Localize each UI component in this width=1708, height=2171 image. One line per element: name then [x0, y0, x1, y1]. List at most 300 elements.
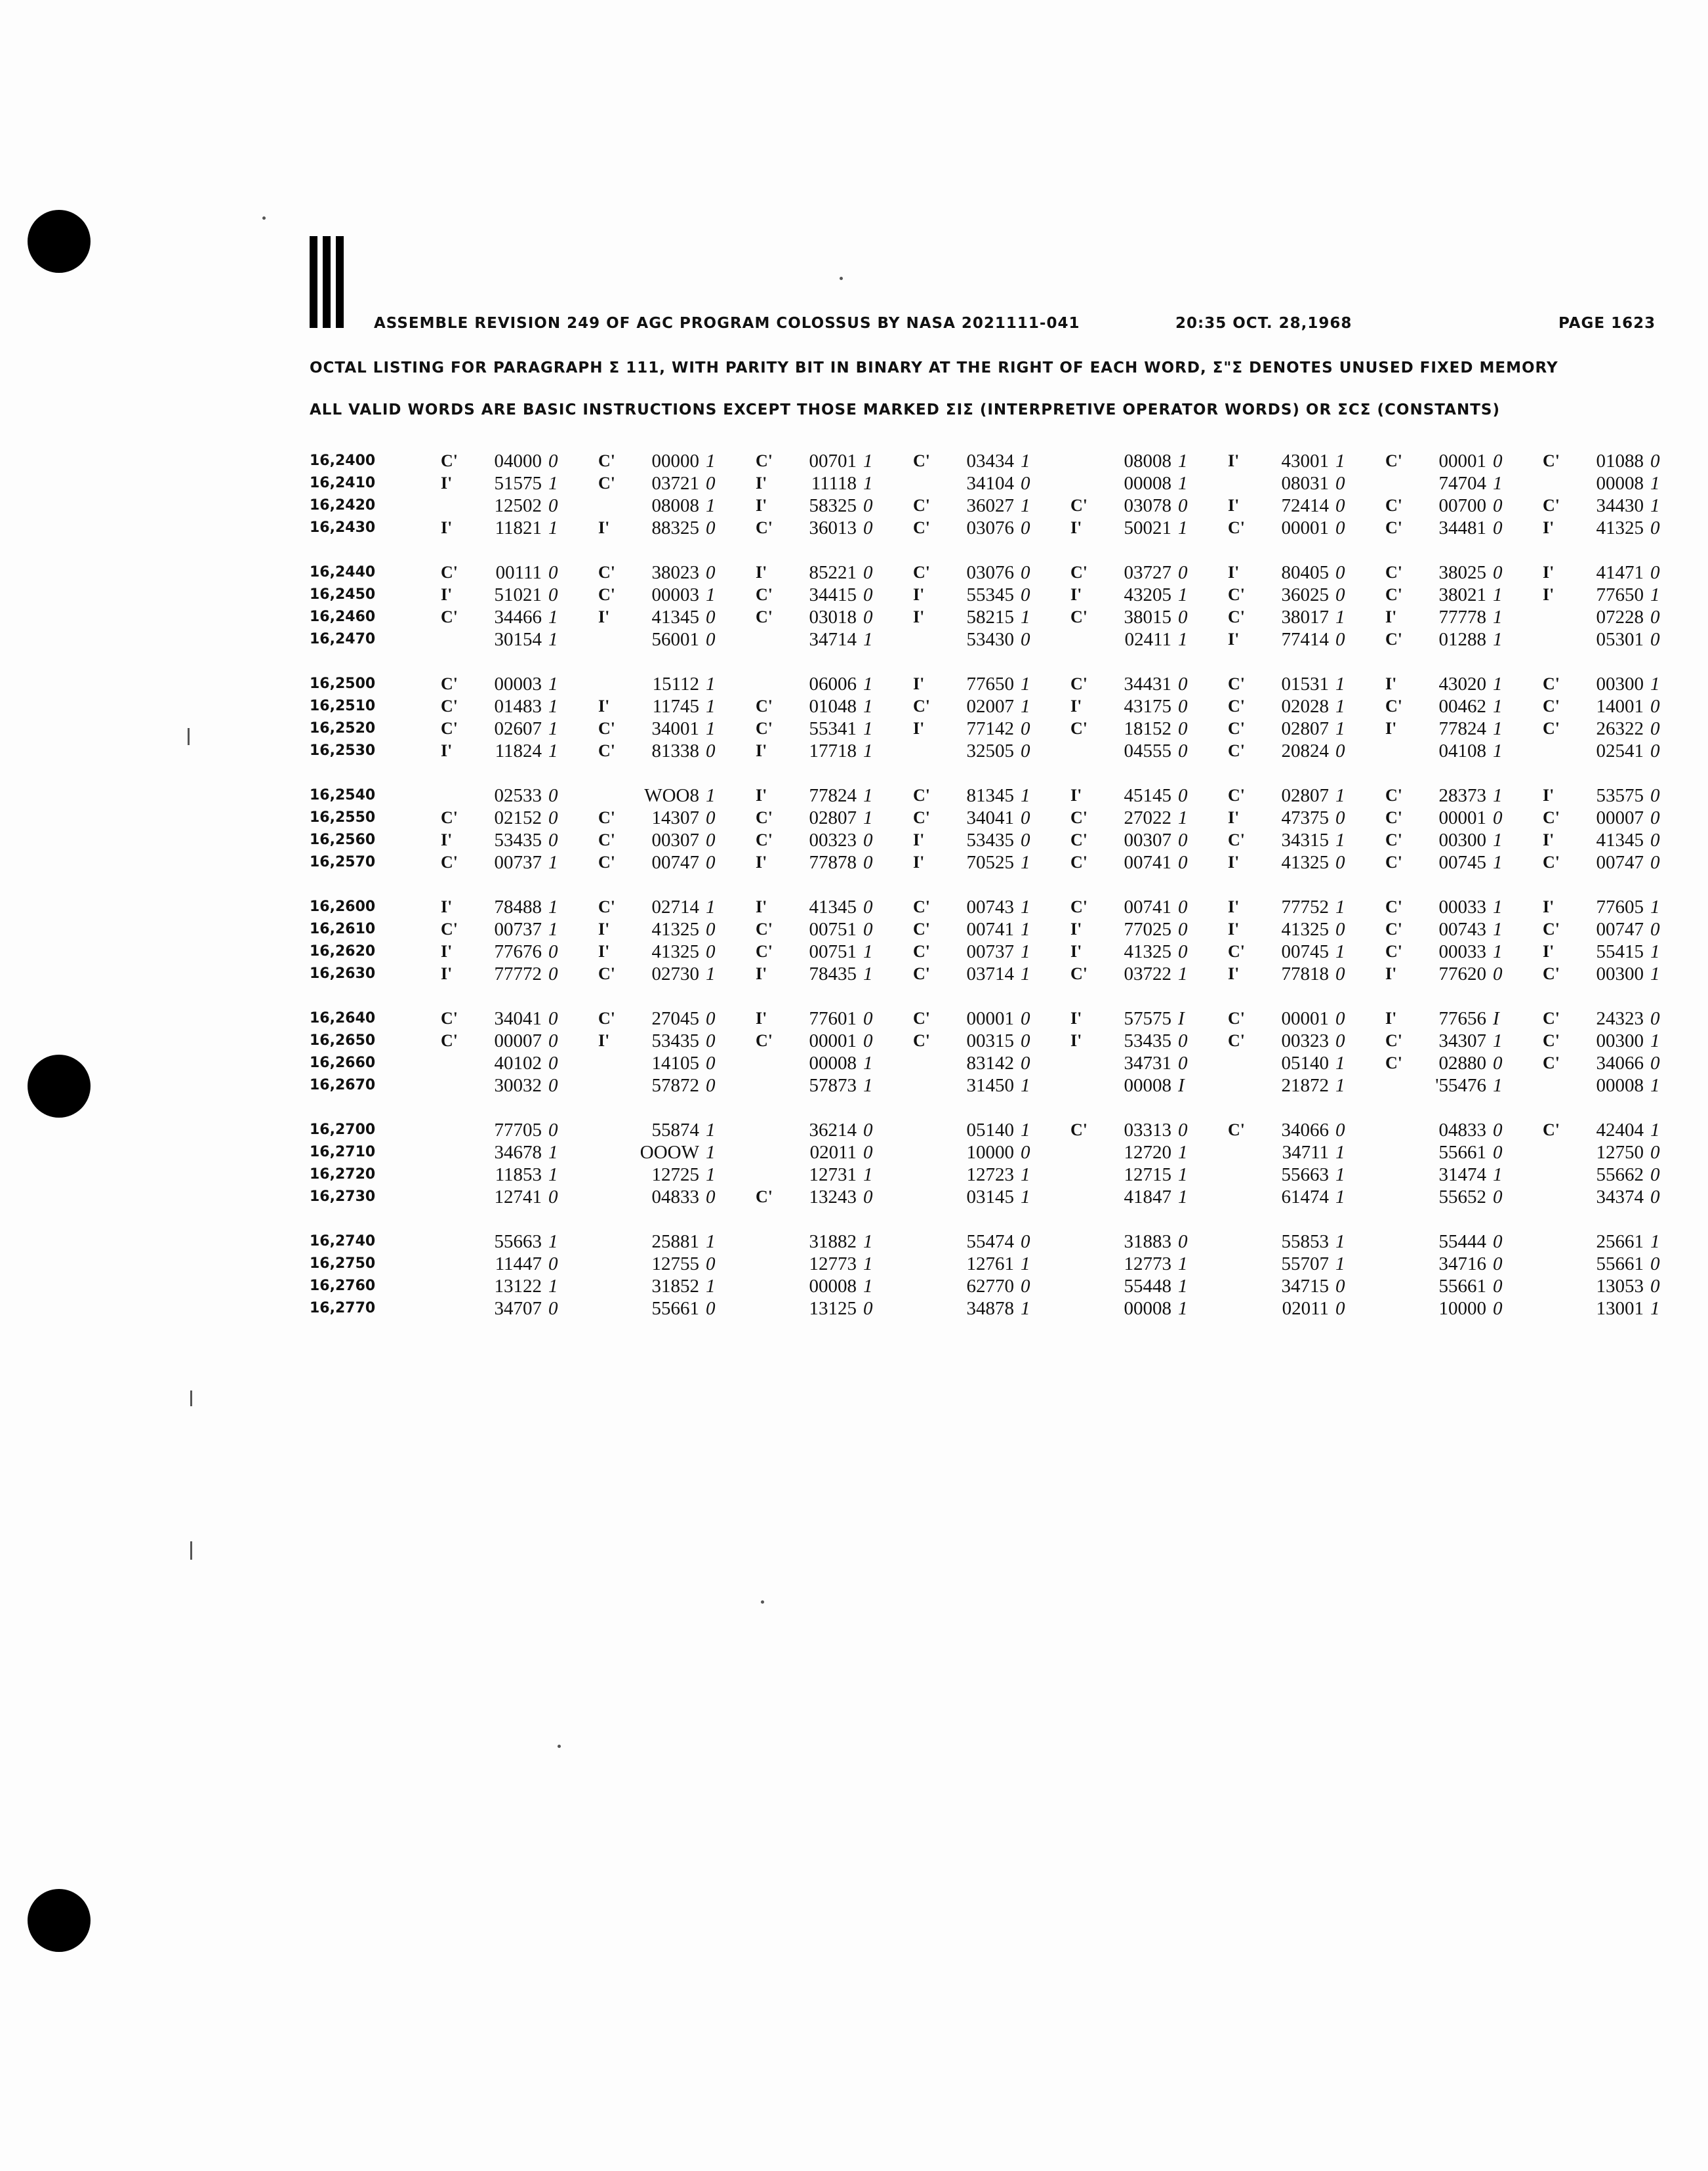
- parity-bit: 0: [1178, 785, 1188, 806]
- parity-bit: 1: [1493, 1164, 1503, 1185]
- word-value: 34431: [1124, 674, 1171, 695]
- word-value: 12761: [966, 1253, 1014, 1274]
- word-type-marker: I': [1228, 563, 1240, 582]
- word-value: 00300: [1596, 674, 1644, 695]
- word-value: 55448: [1124, 1276, 1171, 1297]
- word-type-marker: I': [1070, 697, 1082, 716]
- word-type-marker: C': [913, 920, 930, 939]
- word-type-marker: I': [441, 964, 453, 983]
- word-type-marker: C': [441, 853, 458, 872]
- word-value: 00008: [809, 1276, 857, 1297]
- word-value: 34714: [809, 629, 857, 650]
- word-value: 00008: [1124, 473, 1171, 494]
- parity-bit: 1: [1493, 1030, 1503, 1051]
- word-value: 34481: [1438, 517, 1486, 538]
- parity-bit: 1: [1650, 1298, 1660, 1319]
- word-value: 43175: [1124, 696, 1171, 717]
- word-type-marker: C': [441, 719, 458, 738]
- listing-row: [310, 829, 1661, 851]
- parity-bit: 1: [1650, 897, 1660, 918]
- word-type-marker: I': [1070, 1031, 1082, 1050]
- memory-address: 16,2430: [310, 519, 376, 536]
- word-value: 55444: [1438, 1231, 1486, 1252]
- word-type-marker: I': [441, 830, 453, 849]
- word-type-marker: C': [913, 451, 930, 470]
- word-value: 55474: [966, 1231, 1014, 1252]
- word-type-marker: C': [1543, 451, 1560, 470]
- word-type-marker: C': [913, 808, 930, 827]
- word-value: 00747: [651, 852, 699, 873]
- word-value: 32505: [966, 741, 1014, 761]
- word-value: 53435: [1124, 1030, 1171, 1051]
- parity-bit: 1: [706, 964, 716, 984]
- word-group: [310, 1007, 1661, 1097]
- word-value: 51021: [494, 584, 542, 605]
- listing-row: [310, 718, 1661, 740]
- word-type-marker: C': [913, 1031, 930, 1050]
- parity-bit: 0: [1335, 1008, 1345, 1029]
- word-type-marker: C': [1070, 853, 1088, 872]
- parity-bit: 0: [706, 607, 716, 628]
- word-value: 77705: [494, 1120, 542, 1141]
- word-value: 56001: [651, 629, 699, 650]
- word-type-marker: C': [598, 719, 615, 738]
- word-type-marker: C': [1228, 697, 1245, 716]
- parity-bit: 0: [706, 562, 716, 583]
- word-group: [310, 450, 1661, 539]
- word-type-marker: C': [1543, 920, 1560, 939]
- parity-bit: 1: [863, 674, 873, 695]
- parity-bit: 0: [1178, 897, 1188, 918]
- parity-bit: 1: [706, 451, 716, 472]
- parity-bit: 0: [863, 517, 873, 538]
- memory-address: 16,2530: [310, 742, 376, 759]
- parity-bit: 1: [863, 741, 873, 761]
- parity-bit: 1: [548, 607, 558, 628]
- word-value: 88325: [651, 517, 699, 538]
- parity-bit: 0: [548, 941, 558, 962]
- word-type-marker: I': [441, 942, 453, 961]
- word-value: 34711: [1282, 1142, 1329, 1163]
- word-value: 53430: [966, 629, 1014, 650]
- parity-bit: 0: [1335, 517, 1345, 538]
- memory-address: 16,2700: [310, 1122, 376, 1138]
- word-value: 27022: [1124, 807, 1171, 828]
- word-type-marker: C': [756, 518, 773, 537]
- listing-row: [310, 450, 1661, 472]
- listing-row: [310, 1253, 1661, 1275]
- word-value: 00751: [809, 919, 857, 940]
- parity-bit: 1: [1335, 674, 1345, 695]
- word-type-marker: C': [1543, 697, 1560, 716]
- word-value: 34415: [809, 584, 857, 605]
- word-value: 43020: [1438, 674, 1486, 695]
- parity-bit: 0: [548, 562, 558, 583]
- parity-bit: 0: [548, 495, 558, 516]
- word-type-marker: I': [441, 585, 453, 604]
- word-value: 38015: [1124, 607, 1171, 628]
- word-value: 00008: [1124, 1075, 1171, 1096]
- parity-bit: 0: [1650, 1053, 1660, 1074]
- word-value: 00751: [809, 941, 857, 962]
- word-value: 34374: [1596, 1187, 1644, 1207]
- word-group: [310, 1119, 1661, 1208]
- parity-bit: 0: [1178, 830, 1188, 851]
- parity-bit: 0: [1335, 741, 1345, 761]
- word-value: 41847: [1124, 1187, 1171, 1207]
- word-type-marker: I': [441, 518, 453, 537]
- word-value: 31474: [1438, 1164, 1486, 1185]
- parity-bit: 0: [548, 1075, 558, 1096]
- word-value: 77824: [1438, 718, 1486, 739]
- word-type-marker: I': [1385, 607, 1397, 626]
- parity-bit: 0: [1021, 473, 1030, 494]
- parity-bit: 0: [1650, 1187, 1660, 1207]
- word-value: 61474: [1281, 1187, 1329, 1207]
- parity-bit: 0: [706, 629, 716, 650]
- word-value: 00008: [1124, 1298, 1171, 1319]
- word-value: 53435: [966, 830, 1014, 851]
- word-type-marker: C': [441, 451, 458, 470]
- word-value: 02714: [651, 897, 699, 918]
- word-value: 10000: [1438, 1298, 1486, 1319]
- word-value: 36013: [809, 517, 857, 538]
- word-value: 58325: [809, 495, 857, 516]
- word-value: 00307: [651, 830, 699, 851]
- word-value: 34307: [1438, 1030, 1486, 1051]
- memory-address: 16,2440: [310, 564, 376, 580]
- word-value: 07228: [1596, 607, 1644, 628]
- parity-bit: 1: [1021, 1253, 1030, 1274]
- memory-address: 16,2450: [310, 586, 376, 603]
- memory-address: 16,2510: [310, 698, 376, 714]
- parity-bit: 0: [1650, 718, 1660, 739]
- word-value: 12773: [1124, 1253, 1171, 1274]
- word-type-marker: I': [1385, 964, 1397, 983]
- parity-bit: 0: [1650, 607, 1660, 628]
- word-value: 38017: [1281, 607, 1329, 628]
- word-value: 12773: [809, 1253, 857, 1274]
- word-value: 00737: [494, 919, 542, 940]
- listing-row: [310, 1074, 1661, 1097]
- word-type-marker: I': [913, 674, 925, 693]
- parity-bit: 1: [548, 473, 558, 494]
- parity-bit: 1: [1650, 473, 1660, 494]
- word-value: 13053: [1596, 1276, 1644, 1297]
- parity-bit: 0: [863, 919, 873, 940]
- word-value: 34041: [966, 807, 1014, 828]
- word-value: 00747: [1596, 919, 1644, 940]
- word-value: 41345: [809, 897, 857, 918]
- parity-bit: 0: [706, 741, 716, 761]
- word-value: 00008: [809, 1053, 857, 1074]
- parity-bit: 0: [1493, 1053, 1503, 1074]
- word-value: 02880: [1438, 1053, 1486, 1074]
- parity-bit: 0: [1650, 741, 1660, 761]
- word-value: 00008: [1596, 1075, 1644, 1096]
- parity-bit: 1: [1335, 1075, 1345, 1096]
- memory-address: 16,2570: [310, 854, 376, 870]
- parity-bit: 0: [1335, 562, 1345, 583]
- word-type-marker: I': [1543, 518, 1555, 537]
- word-value: 08031: [1281, 473, 1329, 494]
- word-type-marker: C': [1228, 1009, 1245, 1028]
- parity-bit: 0: [1335, 1276, 1345, 1297]
- word-value: 00300: [1438, 830, 1486, 851]
- parity-bit: 0: [1335, 964, 1345, 984]
- word-type-marker: C': [1070, 496, 1088, 515]
- word-type-marker: C': [756, 585, 773, 604]
- parity-bit: 0: [706, 1075, 716, 1096]
- word-value: 02541: [1596, 741, 1644, 761]
- word-value: 43205: [1124, 584, 1171, 605]
- word-value: 14307: [651, 807, 699, 828]
- word-value: 55661: [651, 1298, 699, 1319]
- parity-bit: 1: [1335, 941, 1345, 962]
- parity-bit: 1: [548, 741, 558, 761]
- parity-bit: 1: [548, 852, 558, 873]
- parity-bit: 1: [1021, 897, 1030, 918]
- word-type-marker: I': [1543, 585, 1555, 604]
- word-type-marker: C': [756, 830, 773, 849]
- word-type-marker: C': [441, 607, 458, 626]
- parity-bit: 0: [1493, 451, 1503, 472]
- parity-bit: 1: [863, 1075, 873, 1096]
- word-group: [310, 784, 1661, 874]
- word-type-marker: C': [1228, 518, 1245, 537]
- word-value: 03076: [966, 517, 1014, 538]
- word-value: 34731: [1124, 1053, 1171, 1074]
- word-type-marker: I': [1385, 674, 1397, 693]
- parity-bit: 0: [863, 897, 873, 918]
- parity-bit: 1: [1335, 1053, 1345, 1074]
- word-value: 02607: [494, 718, 542, 739]
- word-value: 34707: [494, 1298, 542, 1319]
- word-value: 53435: [651, 1030, 699, 1051]
- parity-bit: 1: [1650, 941, 1660, 962]
- word-value: 78435: [809, 964, 857, 984]
- word-value: 41471: [1596, 562, 1644, 583]
- parity-bit: 0: [1335, 584, 1345, 605]
- parity-bit: 0: [548, 1298, 558, 1319]
- word-value: 41325: [1124, 941, 1171, 962]
- parity-bit: 1: [1021, 1120, 1030, 1141]
- word-group: [310, 1230, 1661, 1320]
- word-value: 00701: [809, 451, 857, 472]
- word-type-marker: C': [1070, 719, 1088, 738]
- word-value: 12750: [1596, 1142, 1644, 1163]
- word-value: 00743: [966, 897, 1014, 918]
- octal-listing: [310, 450, 1661, 1342]
- parity-bit: 1: [863, 1276, 873, 1297]
- parity-bit: 1: [1021, 1187, 1030, 1207]
- word-value: 17718: [809, 741, 857, 761]
- parity-bit: 1: [1178, 517, 1188, 538]
- word-value: 81345: [966, 785, 1014, 806]
- word-type-marker: I': [756, 563, 767, 582]
- word-value: 78488: [494, 897, 542, 918]
- listing-row: [310, 495, 1661, 517]
- word-type-marker: C': [598, 897, 615, 916]
- word-type-marker: I': [598, 1031, 610, 1050]
- word-value: 00000: [651, 451, 699, 472]
- word-type-marker: I': [1228, 451, 1240, 470]
- word-value: 58215: [966, 607, 1014, 628]
- listing-row: [310, 584, 1661, 606]
- word-type-marker: I': [756, 964, 767, 983]
- word-value: 11853: [495, 1164, 542, 1185]
- word-type-marker: C': [1385, 451, 1402, 470]
- word-type-marker: C': [1543, 719, 1560, 738]
- word-value: 85221: [809, 562, 857, 583]
- word-value: 00001: [966, 1008, 1014, 1029]
- memory-address: 16,2540: [310, 787, 376, 803]
- parity-bit: 0: [548, 1053, 558, 1074]
- word-value: 41345: [1596, 830, 1644, 851]
- memory-address: 16,2620: [310, 943, 376, 960]
- word-type-marker: C': [913, 496, 930, 515]
- word-value: 77772: [494, 964, 542, 984]
- parity-bit: 1: [863, 1231, 873, 1252]
- word-value: 45145: [1124, 785, 1171, 806]
- word-value: 08008: [651, 495, 699, 516]
- word-value: 53435: [494, 830, 542, 851]
- parity-bit: 0: [1335, 807, 1345, 828]
- parity-bit: 1: [1650, 674, 1660, 695]
- parity-bit: 0: [706, 807, 716, 828]
- parity-bit: 1: [706, 674, 716, 695]
- parity-bit: 0: [863, 562, 873, 583]
- parity-bit: 1: [1178, 1276, 1188, 1297]
- word-type-marker: C': [913, 697, 930, 716]
- word-type-marker: C': [1228, 585, 1245, 604]
- parity-bit: 1: [548, 919, 558, 940]
- memory-address: 16,2420: [310, 497, 376, 514]
- parity-bit: 1: [1493, 629, 1503, 650]
- word-type-marker: C': [913, 563, 930, 582]
- word-type-marker: C': [441, 920, 458, 939]
- parity-bit: 0: [1650, 1164, 1660, 1185]
- parity-bit: 0: [1335, 629, 1345, 650]
- word-type-marker: C': [1543, 1120, 1560, 1139]
- parity-bit: 0: [863, 852, 873, 873]
- parity-bit: 0: [1178, 852, 1188, 873]
- listing-row: [310, 561, 1661, 584]
- parity-bit: 1: [1335, 718, 1345, 739]
- word-value: 12755: [651, 1253, 699, 1274]
- parity-bit: 1: [863, 941, 873, 962]
- parity-bit: 0: [1021, 562, 1030, 583]
- word-value: 00001: [809, 1030, 857, 1051]
- word-value: 80405: [1281, 562, 1329, 583]
- parity-bit: 1: [1021, 674, 1030, 695]
- parity-bit: 1: [1021, 852, 1030, 873]
- word-value: 34878: [966, 1298, 1014, 1319]
- parity-bit: 1: [1650, 584, 1660, 605]
- parity-bit: 0: [1650, 807, 1660, 828]
- word-value: 55661: [1438, 1276, 1486, 1297]
- word-value: 00745: [1281, 941, 1329, 962]
- word-value: 77752: [1281, 897, 1329, 918]
- parity-bit: 0: [548, 1187, 558, 1207]
- parity-bit: 0: [548, 1120, 558, 1141]
- parity-bit: 1: [1335, 451, 1345, 472]
- parity-bit: 1: [1178, 807, 1188, 828]
- word-type-marker: I': [598, 920, 610, 939]
- listing-row: [310, 1186, 1661, 1208]
- word-value: 13243: [809, 1187, 857, 1207]
- word-value: 42404: [1596, 1120, 1644, 1141]
- listing-title: ASSEMBLE REVISION 249 OF AGC PROGRAM COLOSSUS BY NASA 2021111-041: [374, 315, 1080, 332]
- parity-bit: 0: [1493, 1253, 1503, 1274]
- parity-bit: 1: [863, 473, 873, 494]
- word-value: 41345: [651, 607, 699, 628]
- parity-bit: 1: [1021, 785, 1030, 806]
- parity-bit: 1: [863, 1164, 873, 1185]
- parity-bit: 0: [1650, 919, 1660, 940]
- parity-bit: 1: [1021, 964, 1030, 984]
- word-type-marker: C': [756, 1187, 773, 1206]
- parity-bit: 0: [863, 1187, 873, 1207]
- word-value: 57873: [809, 1075, 857, 1096]
- parity-bit: 1: [1650, 1120, 1660, 1141]
- parity-bit: 1: [1335, 1187, 1345, 1207]
- parity-bit: 1: [548, 696, 558, 717]
- parity-bit: 1: [706, 495, 716, 516]
- listing-row: [310, 628, 1661, 651]
- parity-bit: 1: [706, 1120, 716, 1141]
- word-value: 02807: [1281, 718, 1329, 739]
- word-type-marker: C': [1070, 563, 1088, 582]
- parity-bit: 1: [1493, 852, 1503, 873]
- parity-bit: 0: [706, 1053, 716, 1074]
- word-value: 34001: [651, 718, 699, 739]
- word-value: 11118: [811, 473, 857, 494]
- parity-bit: 1: [1493, 897, 1503, 918]
- word-value: 00003: [651, 584, 699, 605]
- memory-address: 16,2770: [310, 1300, 376, 1316]
- parity-bit: 1: [548, 897, 558, 918]
- parity-bit: 0: [1021, 1231, 1030, 1252]
- parity-bit: 1: [706, 584, 716, 605]
- word-value: 14105: [651, 1053, 699, 1074]
- listing-row: [310, 1030, 1661, 1052]
- memory-address: 16,2610: [310, 921, 376, 937]
- word-type-marker: I': [598, 942, 610, 961]
- parity-bit: 0: [1178, 674, 1188, 695]
- word-value: 34430: [1596, 495, 1644, 516]
- parity-bit: 1: [706, 1164, 716, 1185]
- word-value: 04000: [494, 451, 542, 472]
- word-value: 02007: [966, 696, 1014, 717]
- memory-address: 16,2520: [310, 720, 376, 737]
- word-type-marker: I': [913, 607, 925, 626]
- word-value: 12715: [1124, 1164, 1171, 1185]
- word-type-marker: C': [1228, 830, 1245, 849]
- parity-bit: 1: [1493, 830, 1503, 851]
- word-value: 13001: [1596, 1298, 1644, 1319]
- parity-bit: 0: [548, 1030, 558, 1051]
- word-value: 00747: [1596, 852, 1644, 873]
- word-value: 55662: [1596, 1164, 1644, 1185]
- listing-row: [310, 941, 1661, 963]
- parity-bit: 0: [548, 1253, 558, 1274]
- word-value: 77778: [1438, 607, 1486, 628]
- word-type-marker: C': [913, 1009, 930, 1028]
- parity-bit: 1: [1335, 696, 1345, 717]
- parity-bit: 1: [1178, 473, 1188, 494]
- word-type-marker: C': [1228, 942, 1245, 961]
